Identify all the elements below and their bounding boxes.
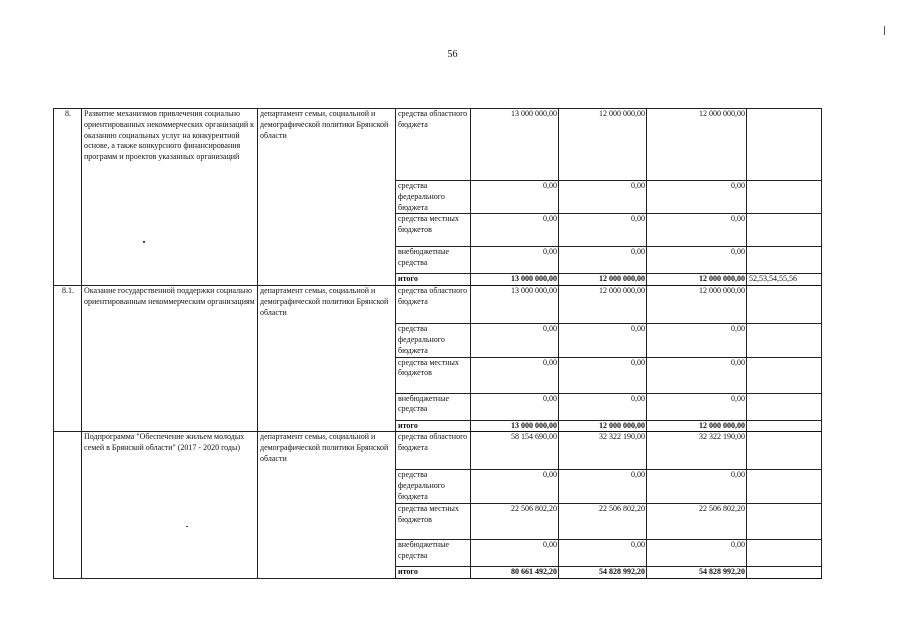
amount-year-3: 0,00: [647, 393, 747, 420]
indicator-refs: [747, 286, 822, 324]
budget-table: [53, 108, 822, 579]
table-row: [54, 432, 822, 470]
executor-name: департамент семьи, социальной и демографической политики Брянской области: [258, 109, 396, 286]
amount-year-2: 0,00: [559, 214, 647, 247]
indicator-refs: [747, 109, 822, 181]
indicator-refs: [747, 566, 822, 578]
amount-year-3: 0,00: [647, 470, 747, 503]
amount-year-1: 13 000 000,00: [471, 286, 559, 324]
indicator-refs: [747, 470, 822, 503]
amount-year-2: 12 000 000,00: [559, 274, 647, 286]
amount-year-2: 12 000 000,00: [559, 420, 647, 432]
funding-source: средства местных бюджетов: [396, 357, 471, 393]
amount-year-1: 0,00: [471, 214, 559, 247]
amount-year-1: 13 000 000,00: [471, 274, 559, 286]
measure-name: Развитие механизмов привлечения социально ориентированных некоммерческих организаций к оказанию социальных услуг на конкурентной основе, а также конкурсного финансирования программ и проектов указанных организаций: [82, 109, 258, 286]
funding-source: итого: [396, 274, 471, 286]
indicator-refs: [747, 393, 822, 420]
executor-name: департамент семьи, социальной и демографической политики Брянской области: [258, 432, 396, 578]
indicator-refs: 52,53,54,55,56: [747, 274, 822, 286]
amount-year-3: 0,00: [647, 357, 747, 393]
table-row: [54, 109, 822, 181]
amount-year-3: 0,00: [647, 181, 747, 214]
amount-year-1: 0,00: [471, 181, 559, 214]
amount-year-1: 13 000 000,00: [471, 420, 559, 432]
amount-year-3: 32 322 190,00: [647, 432, 747, 470]
funding-source: средства федерального бюджета: [396, 324, 471, 357]
indicator-refs: [747, 357, 822, 393]
amount-year-1: 0,00: [471, 470, 559, 503]
funding-source: средства областного бюджета: [396, 286, 471, 324]
funding-source: средства местных бюджетов: [396, 214, 471, 247]
item-number: 8.: [65, 109, 71, 118]
funding-source: итого: [396, 566, 471, 578]
amount-year-1: 13 000 000,00: [471, 109, 559, 181]
amount-year-2: 0,00: [559, 181, 647, 214]
amount-year-2: 12 000 000,00: [559, 109, 647, 181]
indicator-refs: [747, 324, 822, 357]
funding-source: внебюджетные средства: [396, 539, 471, 566]
amount-year-3: 0,00: [647, 214, 747, 247]
amount-year-2: 32 322 190,00: [559, 432, 647, 470]
funding-source: средства областного бюджета: [396, 109, 471, 181]
amount-year-1: 22 506 802,20: [471, 503, 559, 539]
table-row: [54, 286, 822, 324]
amount-year-2: 0,00: [559, 393, 647, 420]
indicator-refs: [747, 432, 822, 470]
amount-year-1: 0,00: [471, 357, 559, 393]
amount-year-2: 0,00: [559, 539, 647, 566]
indicator-refs: [747, 503, 822, 539]
indicator-refs: [747, 247, 822, 274]
item-number: 8.1.: [62, 286, 74, 296]
indicator-refs: [747, 214, 822, 247]
indicator-refs: [747, 181, 822, 214]
item-number-cell: [54, 432, 82, 578]
amount-year-1: 80 661 492,20: [471, 566, 559, 578]
amount-year-2: 0,00: [559, 324, 647, 357]
indicator-refs: [747, 420, 822, 432]
amount-year-2: 54 828 992,20: [559, 566, 647, 578]
executor-name: департамент семьи, социальной и демографической политики Брянской области: [258, 286, 396, 432]
amount-year-1: 58 154 690,00: [471, 432, 559, 470]
amount-year-3: 0,00: [647, 539, 747, 566]
funding-source: средства областного бюджета: [396, 432, 471, 470]
funding-source: средства федерального бюджета: [396, 470, 471, 503]
amount-year-1: 0,00: [471, 539, 559, 566]
amount-year-3: 12 000 000,00: [647, 109, 747, 181]
funding-source: внебюджетные средства: [396, 247, 471, 274]
amount-year-2: 0,00: [559, 357, 647, 393]
page-number: 56: [447, 49, 458, 60]
amount-year-1: 0,00: [471, 393, 559, 420]
amount-year-3: 54 828 992,20: [647, 566, 747, 578]
amount-year-2: 0,00: [559, 470, 647, 503]
measure-name: Оказание государственной поддержки социально ориентированным некоммерческим организациям: [82, 286, 258, 432]
funding-source: средства федерального бюджета: [396, 181, 471, 214]
scan-edge-mark: [884, 26, 885, 35]
amount-year-1: 0,00: [471, 324, 559, 357]
amount-year-3: 0,00: [647, 247, 747, 274]
funding-source: внебюджетные средства: [396, 393, 471, 420]
amount-year-2: 12 000 000,00: [559, 286, 647, 324]
funding-source: итого: [396, 420, 471, 432]
amount-year-3: 12 000 000,00: [647, 420, 747, 432]
amount-year-3: 22 506 802,20: [647, 503, 747, 539]
indicator-refs: [747, 539, 822, 566]
budget-table-body: [54, 109, 822, 579]
item-number-cell: [54, 109, 82, 286]
amount-year-3: 0,00: [647, 324, 747, 357]
item-number-cell: [54, 286, 82, 432]
amount-year-3: 12 000 000,00: [647, 274, 747, 286]
funding-source: средства местных бюджетов: [396, 503, 471, 539]
amount-year-3: 12 000 000,00: [647, 286, 747, 324]
amount-year-2: 0,00: [559, 247, 647, 274]
amount-year-2: 22 506 802,20: [559, 503, 647, 539]
measure-name: Подпрограмма "Обеспечение жильем молодых семей в Брянской области" (2017 - 2020 годы): [82, 432, 258, 578]
amount-year-1: 0,00: [471, 247, 559, 274]
